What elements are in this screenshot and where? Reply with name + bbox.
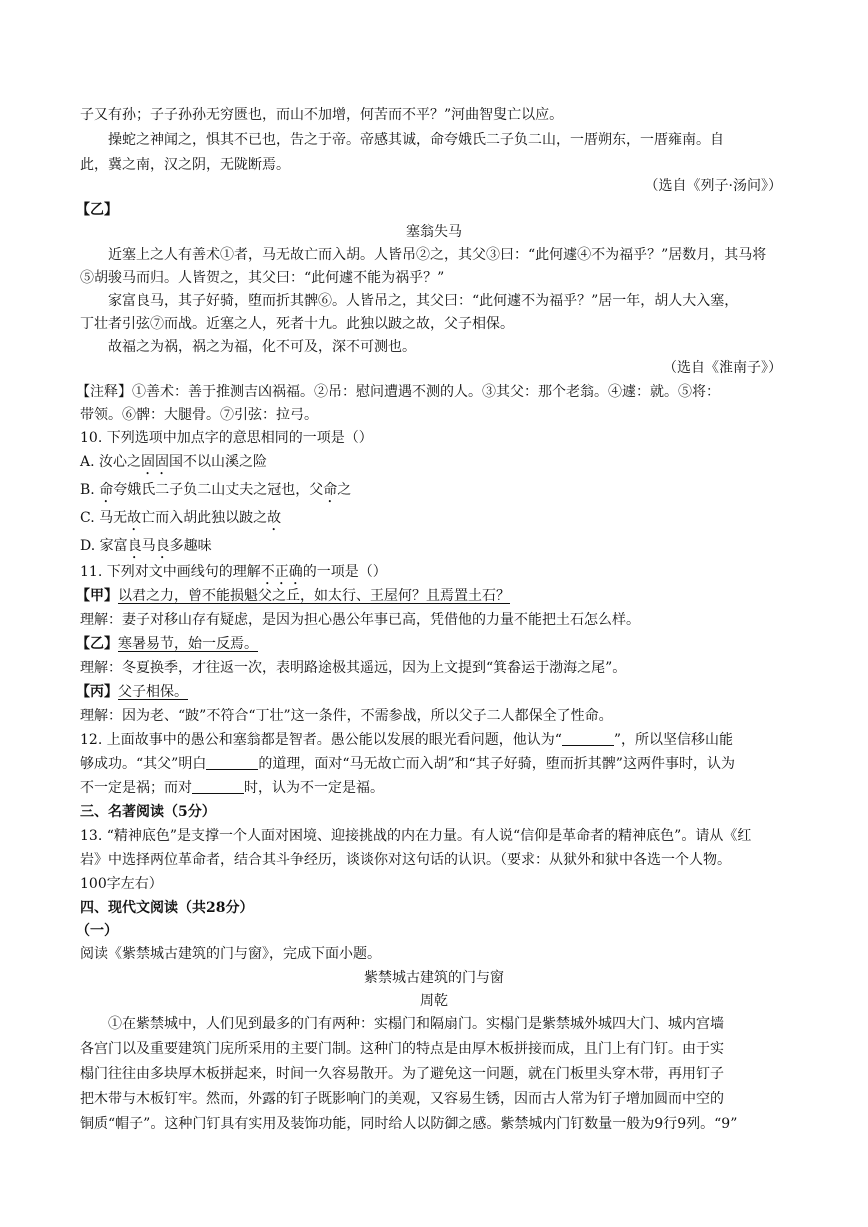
jia-paragraph-end: 子又有孙；子子孙孙无穷匮也，而山不加增，何苦而不平？”河曲智叟亡以应。 <box>80 107 564 123</box>
notes-line-2: 带领。⑥髀：大腿骨。⑦引弦：拉弓。 <box>80 407 318 423</box>
q12-line-1 <box>80 730 800 750</box>
q12-text: ”，所以坚信移山能 <box>613 732 734 748</box>
q10-option-c <box>80 508 800 534</box>
q12-line-3 <box>80 778 800 798</box>
option-text: D. 家富 <box>80 538 128 554</box>
q10-option-b <box>80 480 800 506</box>
q11-yi-sentence <box>76 634 796 654</box>
option-text: 国不以山溪之险 <box>169 454 268 470</box>
q11-jia-explanation: 理解：妻子对移山存有疑虑，是因为担心愚公年事已高，凭借他的力量不能把土石怎么样。 <box>80 612 640 628</box>
dotted-char: 良 <box>127 538 142 554</box>
q12-text: 时，认为不一定是福。 <box>244 780 384 796</box>
dotted-char: 故 <box>127 510 142 526</box>
article-author: 周乾 <box>420 993 448 1009</box>
label: 【丙】 <box>76 684 118 700</box>
q11-bing-sentence <box>76 682 796 702</box>
section-3-title: 三、名著阅读（5分） <box>80 804 216 820</box>
yi-paragraph-2-line-1: 家富良马，其子好骑，堕而折其髀⑥。人皆吊之，其父曰：“此何遽不为福乎？”居一年，胡人大入塞， <box>108 293 739 309</box>
option-text: 亡而入胡此独以跛之 <box>141 510 268 526</box>
q10-option-d <box>80 536 800 562</box>
answer-blank[interactable] <box>206 755 258 770</box>
q13-line-1: 13. “精神底色”是支撑一个人面对困境、迎接挑战的内在力量。有人说“信仰是革命者的精神底色”。请从《红 <box>80 828 752 844</box>
jia-paragraph-2-line-2: 此，冀之南，汉之阴，无陇断焉。 <box>80 157 290 173</box>
answer-blank[interactable] <box>562 731 614 746</box>
article-paragraph-1-line-3: 榻门往往由多块厚木板拼起来，时间一久容易散开。为了避免这一问题，就在门板里头穿木带，再用钉子 <box>80 1066 724 1082</box>
yi-paragraph-1-line-1: 近塞上之人有善术①者，马无故亡而入胡。人皆吊②之，其父③曰：“此何遽④不为福乎？”居数月，其马将 <box>108 247 767 263</box>
jia-source: （选自《列子·汤问》） <box>644 178 782 194</box>
underlined-sentence: 寒暑易节，始一反焉。 <box>118 636 258 652</box>
q12-text: 够成功。“其父”明白 <box>80 756 207 772</box>
q12-text: 12. 上面故事中的愚公和塞翁都是智者。愚公能以发展的眼光看问题，他认为“ <box>80 732 562 748</box>
q12-text: 不一定是祸；而对 <box>80 780 192 796</box>
dotted-char: 命 <box>99 482 114 498</box>
article-paragraph-1-line-1: ①在紫禁城中，人们见到最多的门有两种：实榻门和隔扇门。实榻门是紫禁城外城四大门、城内宫墙 <box>108 1016 724 1032</box>
stem-text: 11. 下列对文中画线句的理解 <box>80 564 261 580</box>
option-text: C. 马无 <box>80 510 128 526</box>
dotted-char: 命 <box>323 482 338 498</box>
dotted-char: 故 <box>267 510 282 526</box>
label: 【乙】 <box>76 636 118 652</box>
article-title: 紫禁城古建筑的门与窗 <box>364 970 504 986</box>
yi-paragraph-3: 故福之为祸，祸之为福，化不可及，深不可测也。 <box>108 339 416 355</box>
yi-label: 【乙】 <box>76 202 118 218</box>
q10-option-a <box>80 452 800 478</box>
yi-paragraph-2-line-2: 丁壮者引弦⑦而战。近塞之人，死者十九。此独以跛之故，父子相保。 <box>80 316 514 332</box>
q13-line-2: 岩》中选择两位革命者，结合其斗争经历，谈谈你对这句话的认识。（要求：从狱外和狱中各选一个人物。 <box>80 852 731 868</box>
yi-title: 塞翁失马 <box>406 224 462 240</box>
option-text: 夸娥氏二子负二山丈夫之冠也，父 <box>113 482 324 498</box>
label: 【甲】 <box>76 588 118 604</box>
dotted-char: 固 <box>141 454 156 470</box>
dotted-char: 固 <box>155 454 170 470</box>
option-text: 马 <box>141 538 156 554</box>
underlined-sentence: 以君之力，曾不能损魁父之丘，如太行、王屋何？且焉置土石？ <box>118 588 510 604</box>
q12-line-2 <box>80 754 800 774</box>
yi-paragraph-1-line-2: ⑤胡骏马而归。人皆贺之，其父曰：“此何遽不能为祸乎？” <box>80 270 445 286</box>
option-text: 之 <box>337 482 352 498</box>
article-paragraph-1-line-2: 各宫门以及重要建筑门庑所采用的主要门制。这种门的特点是由厚木板拼接而成，且门上有门钉。由于实 <box>80 1041 724 1057</box>
section-4-intro: 阅读《紫禁城古建筑的门与窗》，完成下面小题。 <box>80 946 381 962</box>
q10-stem: 10. 下列选项中加点字的意思相同的一项是（） <box>80 430 373 446</box>
stem-text: 的一项是（） <box>302 564 387 580</box>
dotted-char: 良 <box>155 538 170 554</box>
section-4-part: （一） <box>76 923 118 939</box>
option-text: A. 汝心之 <box>80 454 142 470</box>
article-paragraph-1-line-4: 把木带与木板钉牢。然而，外露的钉子既影响门的美观，又容易生锈，因而古人常为钉子增加圆而中空的 <box>80 1091 724 1107</box>
notes-line-1: 【注释】①善术：善于推测吉凶祸福。②吊：慰问遭遇不测的人。③其父：那个老翁。④遽：就。⑤将： <box>76 384 720 400</box>
q11-bing-explanation: 理解：因为老、“跛”不符合“丁壮”这一条件，不需参战，所以父子二人都保全了性命。 <box>80 708 613 724</box>
dotted-text: 不正确 <box>260 564 303 580</box>
option-text: B. <box>80 482 100 498</box>
option-text: 多趣味 <box>169 538 212 554</box>
q13-line-3: 100字左右） <box>80 876 163 892</box>
section-4-title: 四、现代文阅读（共28分） <box>80 900 254 916</box>
q11-jia-sentence <box>76 586 796 606</box>
q12-text: 的道理，面对“马无故亡而入胡”和“其子好骑，堕而折其髀”这两件事时，认为 <box>258 756 735 772</box>
article-paragraph-1-line-5: 铜质“帽子”。这种门钉具有实用及装饰功能，同时给人以防御之感。紫禁城内门钉数量一般为9行9列。“9” <box>80 1116 738 1132</box>
answer-blank[interactable] <box>192 779 244 794</box>
q11-yi-explanation: 理解：冬夏换季，才往返一次，表明路途极其遥远，因为上文提到“箕畚运于渤海之尾”。 <box>80 660 627 676</box>
underlined-sentence: 父子相保。 <box>118 684 188 700</box>
jia-paragraph-2-line-1: 操蛇之神闻之，惧其不已也，告之于帝。帝感其诚，命夸娥氏二子负二山，一厝朔东，一厝雍南。自 <box>108 132 724 148</box>
yi-source: （选自《淮南子》） <box>663 360 782 376</box>
q11-stem <box>80 562 800 588</box>
